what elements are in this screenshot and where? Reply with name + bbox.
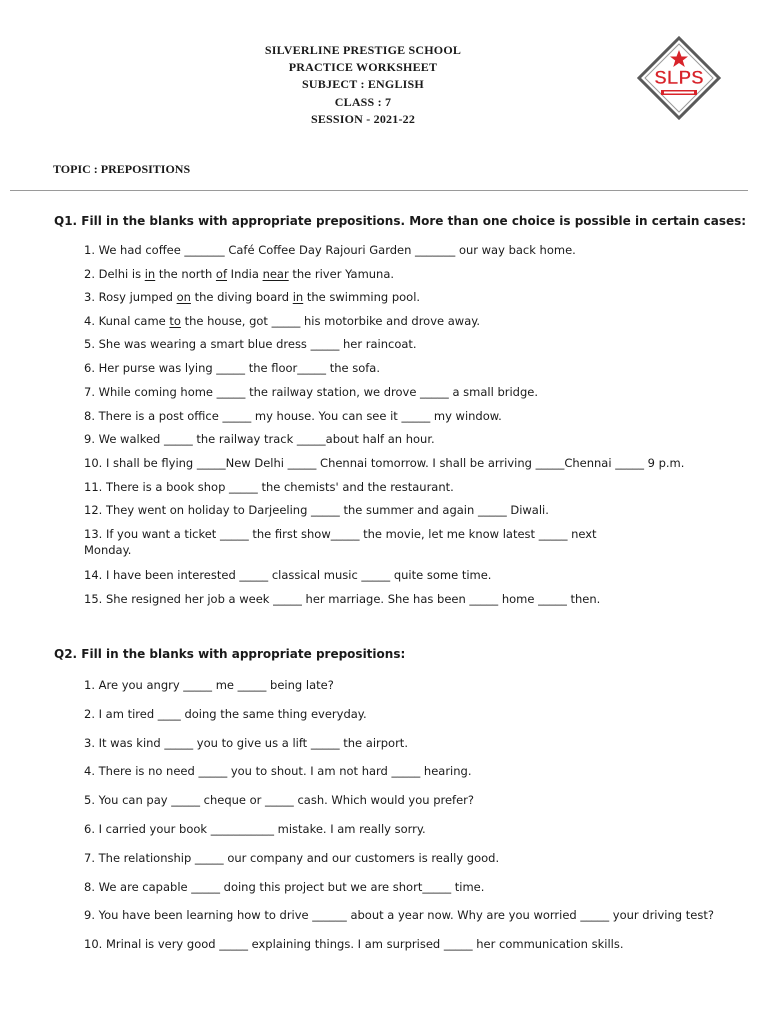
topic-label: TOPIC : PREPOSITIONS — [53, 162, 191, 176]
list-item: 1. We had coffee _______ Café Coffee Day Rajouri Garden _______ our way back home. — [84, 243, 576, 257]
list-item: 3. Rosy jumped on the diving board in the swimming pool. — [84, 290, 421, 304]
list-item: 5. You can pay _____ cheque or _____ cash. Which would you prefer? — [84, 793, 475, 807]
logo-emblem-icon — [637, 36, 721, 120]
subject-line: SUBJECT : ENGLISH — [302, 77, 424, 92]
q1-heading: Q1. Fill in the blanks with appropriate prepositions. More than one choice is possible in certain cases: — [54, 214, 747, 228]
list-item: 4. There is no need _____ you to shout. I am not hard _____ hearing. — [84, 764, 472, 778]
worksheet-header — [0, 42, 726, 128]
logo-text: SLPS — [654, 68, 704, 89]
list-item: 2. I am tired ____ doing the same thing everyday. — [84, 706, 367, 721]
list-item: 1. Are you angry _____ me _____ being late? — [84, 678, 334, 692]
class-line: CLASS : 7 — [334, 94, 392, 109]
list-item: 12. They went on holiday to Darjeeling _____ the summer and again _____ Diwali. — [84, 503, 549, 517]
list-item: 3. It was kind _____ you to give us a lift _____ the airport. — [84, 735, 408, 750]
list-item: 8. There is a post office _____ my house. You can see it _____ my window. — [84, 408, 502, 423]
school-name: SILVERLINE PRESTIGE SCHOOL — [264, 43, 462, 57]
list-item: 9. We walked _____ the railway track _____about half an hour. — [84, 432, 435, 446]
list-item: 5. She was wearing a smart blue dress _____ her raincoat. — [84, 337, 417, 351]
school-logo — [637, 36, 721, 120]
list-item: 10. I shall be flying _____New Delhi _____ Chennai tomorrow. I shall be arriving _____Chennai _____ 9 p.m. — [84, 456, 685, 470]
session-line: SESSION - 2021-22 — [310, 111, 416, 126]
list-item: 8. We are capable _____ doing this project but we are short_____ time. — [84, 880, 485, 894]
list-item: 4. Kunal came to the house, got _____ his motorbike and drove away. — [84, 314, 481, 328]
list-item: 7. The relationship _____ our company and our customers is really good. — [84, 851, 500, 865]
list-item: 9. You have been learning how to drive ______ about a year now. Why are you worried _____ your driving test? — [84, 908, 714, 922]
list-item: 7. While coming home _____ the railway station, we drove _____ a small bridge. — [84, 385, 538, 399]
list-item: 15. She resigned her job a week _____ her marriage. She has been _____ home _____ then. — [84, 592, 601, 606]
worksheet-title: PRACTICE WORKSHEET — [288, 60, 438, 75]
list-item: 10. Mrinal is very good _____ explaining things. I am surprised _____ her communication skills. — [84, 937, 624, 951]
list-item: 14. I have been interested _____ classical music _____ quite some time. — [84, 568, 492, 582]
list-item: 11. There is a book shop _____ the chemists' and the restaurant. — [84, 480, 454, 494]
q2-heading: Q2. Fill in the blanks with appropriate prepositions: — [54, 647, 406, 661]
list-item: 6. Her purse was lying _____ the floor_____ the sofa. — [84, 361, 381, 375]
list-item: 13. If you want a ticket _____ the first show_____ the movie, let me know latest _____ next Monday. — [84, 527, 597, 557]
list-item: 2. Delhi is in the north of India near the river Yamuna. — [84, 266, 395, 281]
list-item: 6. I carried your book ___________ mistake. I am really sorry. — [84, 822, 426, 836]
divider — [10, 190, 748, 191]
